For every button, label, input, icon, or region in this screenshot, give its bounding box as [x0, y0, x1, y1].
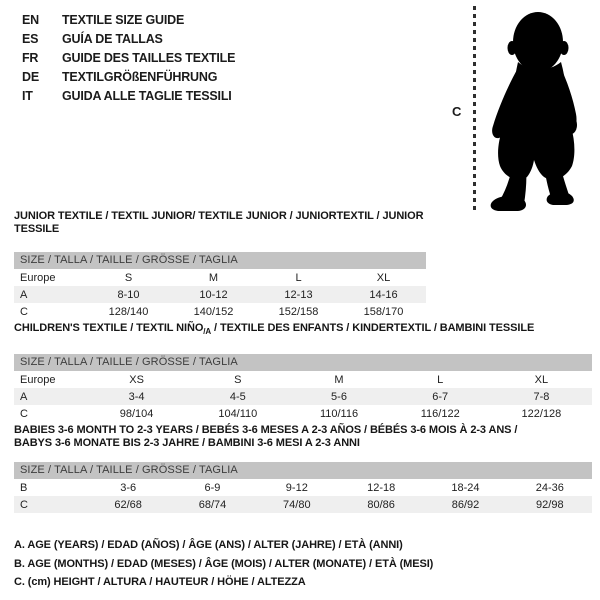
language-label: GUIDA ALLE TAGLIE TESSILI [62, 88, 232, 103]
table-cell: 12-13 [284, 288, 313, 301]
junior-section [14, 210, 426, 320]
table-cell: 86/92 [451, 498, 480, 511]
junior-title: JUNIOR TEXTILE / TEXTIL JUNIOR/ TEXTILE JUNIOR / JUNIORTEXTIL / JUNIOR TESSILE [14, 210, 424, 235]
table-cell: 6-9 [204, 481, 221, 494]
baby-silhouette-icon [484, 6, 596, 216]
notes [14, 536, 433, 592]
row-label: Europe [20, 271, 56, 284]
row-label: A [20, 288, 28, 301]
table-cell: L [437, 373, 444, 386]
table-row [14, 371, 592, 388]
children-title-suffix: / TEXTILE DES ENFANTS / KINDERTEXTIL / BAMBINI TESSILE [211, 322, 535, 334]
language-list [22, 10, 235, 105]
table-cell: 14-16 [369, 288, 398, 301]
table-row [14, 286, 426, 303]
table-row [14, 303, 426, 320]
table-cell: 6-7 [432, 390, 449, 403]
children-title [14, 322, 592, 338]
note-line: B. AGE (MONTHS) / EDAD (MESES) / ÂGE (MOIS) / ALTER (MONATE) / ETÀ (MESI) [14, 557, 434, 570]
language-row [22, 86, 235, 105]
size-header-bar: SIZE / TALLA / TAILLE / GRÖSSE / TAGLIA [14, 354, 592, 371]
table-cell: 9-12 [285, 481, 308, 494]
size-header-bar: SIZE / TALLA / TAILLE / GRÖSSE / TAGLIA [14, 462, 592, 479]
table-row [14, 496, 592, 513]
table-body [14, 479, 592, 513]
table-cell: 10-12 [199, 288, 228, 301]
table-cell: 7-8 [533, 390, 550, 403]
height-dotted-line [473, 6, 476, 212]
language-code: ES [22, 31, 39, 46]
table-cell: XL [376, 271, 391, 284]
table-cell: 8-10 [117, 288, 140, 301]
table-cell: 5-6 [331, 390, 347, 403]
babies-title-line2: BABYS 3-6 MONATE BIS 2-3 JAHRE / BAMBINI 3-6 MESI A 2-3 ANNI [14, 437, 360, 449]
table-cell: XL [534, 373, 549, 386]
table-cell: 122/128 [521, 407, 562, 420]
row-label: C [20, 407, 28, 420]
table-cell: 74/80 [283, 498, 311, 511]
language-label: TEXTILGRÖßENFÜHRUNG [62, 69, 218, 84]
language-row [22, 67, 235, 86]
table-cell: 4-5 [229, 390, 246, 403]
size-header-bar: SIZE / TALLA / TAILLE / GRÖSSE / TAGLIA [14, 252, 426, 269]
table-cell: 3-4 [128, 390, 145, 403]
children-section [14, 322, 592, 422]
baby-figure [440, 4, 600, 216]
language-code: DE [22, 69, 39, 84]
language-code: EN [22, 12, 39, 27]
table-cell: 68/74 [198, 498, 227, 511]
row-label: B [20, 481, 28, 494]
table-row [14, 388, 592, 405]
note-line: A. AGE (YEARS) / EDAD (AÑOS) / ÂGE (ANS) / ALTER (JAHRE) / ETÀ (ANNI) [14, 539, 403, 551]
table-cell: 62/68 [114, 498, 142, 511]
table-cell: L [295, 271, 302, 284]
language-code: IT [22, 88, 33, 103]
language-row [22, 10, 235, 29]
table-body [14, 269, 426, 320]
language-label: GUIDE DES TAILLES TEXTILE [62, 50, 236, 65]
children-title-subscript: /A [203, 327, 212, 337]
table-cell: 3-6 [120, 481, 137, 494]
row-label: A [20, 390, 28, 403]
note-line: C. (cm) HEIGHT / ALTURA / HAUTEUR / HÖHE / ALTEZZA [14, 576, 306, 588]
children-title-prefix: CHILDREN'S TEXTILE / TEXTIL NIÑO [14, 322, 204, 334]
table-cell: 158/170 [363, 305, 404, 318]
height-label-c: C [452, 104, 462, 119]
language-label: TEXTILE SIZE GUIDE [62, 12, 185, 27]
table-cell: XS [129, 373, 144, 386]
table-cell: 92/98 [536, 498, 564, 511]
table-cell: 98/104 [119, 407, 154, 420]
language-row [22, 48, 235, 67]
table-cell: 12-18 [367, 481, 396, 494]
table-cell: S [124, 271, 133, 284]
table-cell: 116/122 [420, 407, 460, 420]
table-row [14, 479, 592, 496]
language-label: GUÍA DE TALLAS [62, 31, 163, 46]
table-cell: S [234, 373, 242, 386]
table-cell: M [208, 271, 219, 284]
table-cell: 24-36 [535, 481, 564, 494]
language-code: FR [22, 50, 39, 65]
table-cell: M [334, 373, 344, 386]
table-cell: 104/110 [218, 407, 258, 420]
table-cell: 140/152 [193, 305, 234, 318]
table-cell: 128/140 [108, 305, 149, 318]
table-row [14, 269, 426, 286]
babies-section [14, 424, 592, 513]
table-cell: 80/86 [367, 498, 395, 511]
table-cell: 110/116 [319, 407, 359, 420]
language-row [22, 29, 235, 48]
babies-title-line1: BABIES 3-6 MONTH TO 2-3 YEARS / BEBÉS 3-6 MESES A 2-3 AÑOS / BÉBÉS 3-6 MOIS À 2-3 ANS / [14, 424, 518, 436]
table-body [14, 371, 592, 422]
row-label: C [20, 305, 28, 318]
table-cell: 18-24 [451, 481, 480, 494]
table-cell: 152/158 [278, 305, 319, 318]
table-row [14, 405, 592, 422]
row-label: C [20, 498, 28, 511]
row-label: Europe [20, 373, 56, 386]
